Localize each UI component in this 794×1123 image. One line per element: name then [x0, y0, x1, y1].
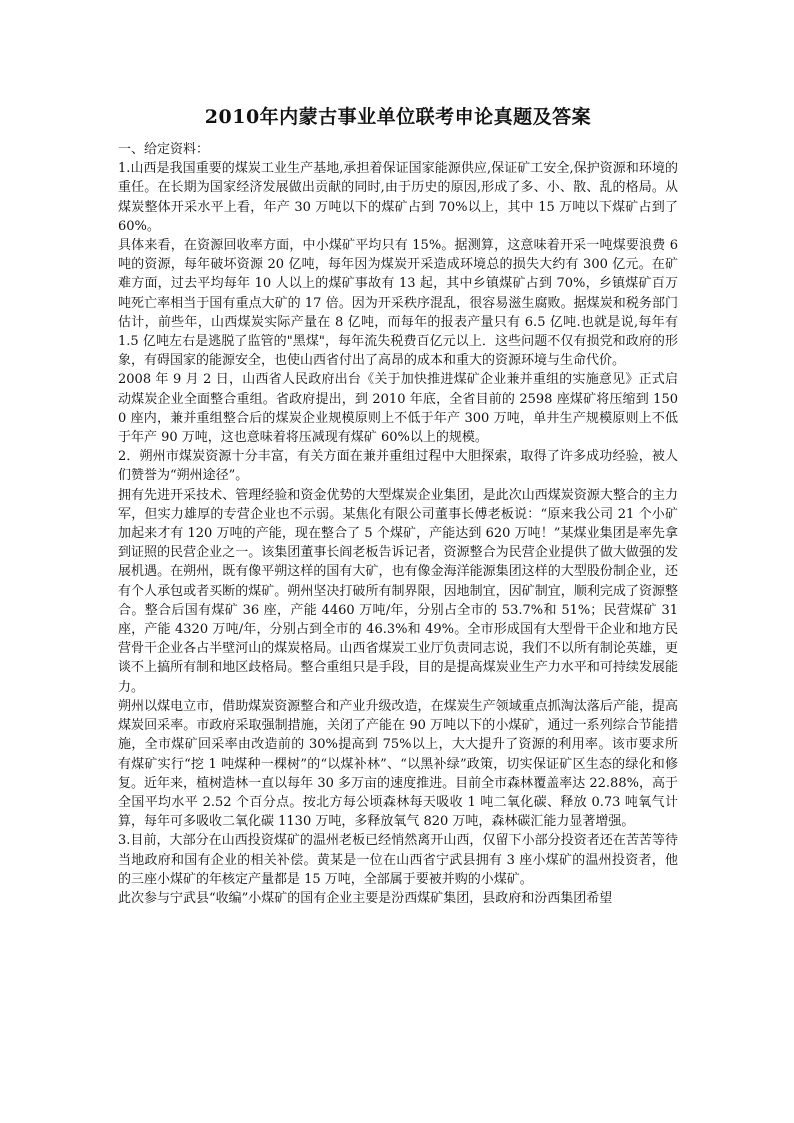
- paragraph-3: 2008 年 9 月 2 日，山西省人民政府出台《关于加快推进煤矿企业兼并重组的实施意见》正式启动煤炭企业全面整合重组。省政府提出，到 2010 年底，全省目前的 2598 座煤矿将压缩到 1500 座内，兼并重组整合后的煤炭企业规模原则上不低于年产 300 万吨，单井生产规模原则上不低于年产 90 万吨，这也意味着将压减现有煤矿 60%以上的规模。: [118, 372, 678, 446]
- paragraph-4: 2．朔州市煤炭资源十分丰富，有关方面在兼并重组过程中大胆探索，取得了许多成功经验，被人们赞誉为“朔州途径”。: [118, 449, 678, 484]
- document-page: [118, 104, 678, 908]
- paragraph-1: 1.山西是我国重要的煤炭工业生产基地,承担着保证国家能源供应,保证矿工安全,保护资源和环境的重任。在长期为国家经济发展做出贡献的同时,由于历史的原因,形成了多、小、散、乱的格局。从煤炭整体开采水平上看，年产 30 万吨以下的煤矿占到 70%以上，其中 15 万吨以下煤矿占到了 60%。: [118, 161, 678, 234]
- paragraph-2: 具体来看，在资源回收率方面，中小煤矿平均只有 15%。据测算，这意味着开采一吨煤要浪费 6 吨的资源，每年破坏资源 20 亿吨，每年因为煤炭开采造成环境总的损失大约有 300 亿元。在矿难方面，过去平均每年 10 人以上的煤矿事故有 13 起，其中乡镇煤矿占到 70%，乡镇煤矿百万吨死亡率相当于国有重点大矿的 17 倍。因为开采秩序混乱，很容易滋生腐败。据煤炭和税务部门估计，前些年，山西煤炭实际产量在 8 亿吨，而每年的报表产量只有 6.5 亿吨.也就是说,每年有 1.5 亿吨左右是逃脱了监管的"黑煤"，每年流失税费百亿元以上．这些问题不仅有损党和政府的形象，有碍国家的能源安全，也使山西省付出了高昂的成本和重大的资源环境与生命代价。: [118, 238, 678, 369]
- paragraph-6: 朔州以煤电立市，借助煤炭资源整合和产业升级改造，在煤炭生产领域重点抓淘汰落后产能，提高煤炭回采率。市政府采取强制措施，关闭了产能在 90 万吨以下的小煤矿，通过一系列综合节能措施，全市煤矿回采率由改造前的 30%提高到 75%以上，大大提升了资源的利用率。该市要求所有煤矿实行“挖 1 吨煤种一棵树”的“以煤补林”、“以黑补绿”政策，切实保证矿区生态的绿化和修复。近年来，植树造林一直以每年 30 多万亩的速度推进。目前全市森林覆盖率达 22.88%，高于全国平均水平 2.52 个百分点。按北方每公顷森林每天吸收 1 吨二氧化碳、释放 0.73 吨氧气计算，每年可多吸收二氧化碳 1130 万吨，多释放氧气 820 万吨，森林碳汇能力显著增强。: [118, 698, 678, 830]
- paragraph-5: 拥有先进开采技术、管理经验和资金优势的大型煤炭企业集团，是此次山西煤炭资源大整合的主力军，但实力雄厚的专营企业也不示弱。某焦化有限公司董事长傅老板说：“原来我公司 21 个小矿加起来才有 120 万吨的产能，现在整合了 5 个煤矿，产能达到 620 万吨！”某煤业集团是率先拿到证照的民营企业之一。该集团董事长阎老板告诉记者，资源整合为民营企业提供了做大做强的发展机遇。在朔州，既有像平朔这样的国有大矿，也有像金海洋能源集团这样的大型股份制企业，还有个人承包或者买断的煤矿。朔州坚决打破所有制界限，因地制宜，因矿制宜，顺利完成了资源整合。整合后国有煤矿 36 座，产能 4460 万吨/年，分别占全市的 53.7%和 51%；民营煤矿 31 座，产能 4320 万吨/年，分别占到全市的 46.3%和 49%。全市形成国有大型骨干企业和地方民营骨干企业各占半壁河山的煤炭格局。山西省煤炭工业厅负责同志说，我们不以所有制论英雄，更谈不上搞所有制和地区歧格局。整合重组只是手段，目的是提高煤炭业生产力水平和可持续发展能力。: [118, 487, 678, 695]
- document-title: 2010年内蒙古事业单位联考申论真题及答案: [204, 106, 592, 128]
- paragraph-7: 3.目前，大部分在山西投资煤矿的温州老板已经悄然离开山西，仅留下小部分投资者还在苦苦等待当地政府和国有企业的相关补偿。黄某是一位在山西省宁武县拥有 3 座小煤矿的温州投资者，他的三座小煤矿的年核定产量都是 15 万吨，全部属于要被并购的小煤矿。: [118, 833, 678, 887]
- section-heading: 一、给定资料：: [118, 142, 210, 157]
- paragraph-8: 此次参与宁武县“收编”小煤矿的国有企业主要是汾西煤矿集团，县政府和汾西集团希望: [118, 890, 613, 906]
